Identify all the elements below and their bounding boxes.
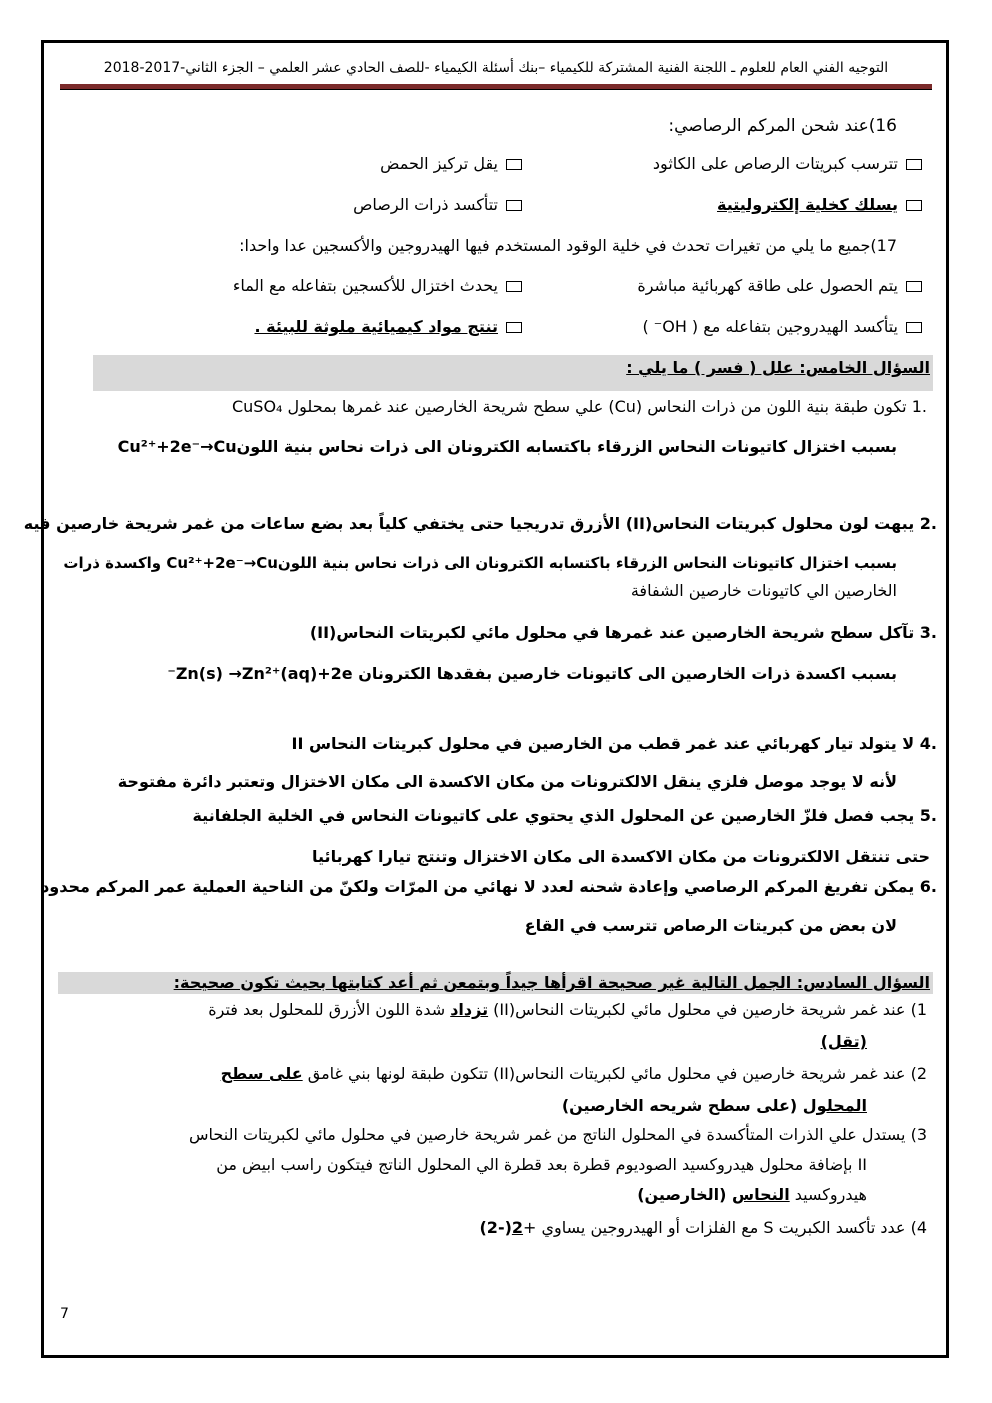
checkbox-icon — [506, 200, 522, 211]
q16-stem: 16)عند شحن المركم الرصاصي: — [668, 116, 897, 136]
header-rule — [60, 84, 932, 90]
q16-option-a[interactable]: تترسب كبريتات الرصاص على الكاثود — [653, 153, 922, 175]
s5-item4-question: .4 لا يتولد تيار كهربائي عند غمر قطب من الخارصين في محلول كبريتات النحاس II — [291, 734, 937, 753]
s5-item3-answer: بسبب اكسدة ذرات الخارصين الى كاتيونات خارصين بفقدها الكترونان Zn(s) →Zn²⁺(aq)+2e⁻ — [167, 664, 897, 683]
s5-item4-answer: لأنه لا يوجد موصل فلزي ينقل الالكترونات من مكان الاكسدة الى مكان الاختزال وتعتبر دائرة مفتوحة — [117, 772, 897, 791]
checkbox-icon — [906, 281, 922, 292]
s5-item1-question: .1 تكون طبقة بنية اللون من ذرات النحاس (Cu) علي سطح شريحة الخارصين عند غمرها بمحلول CuSO₄ — [231, 397, 927, 416]
q16-option-c[interactable]: يسلك كخلية إلكتروليتية — [717, 194, 922, 216]
page-number: 7 — [60, 1306, 69, 1322]
s6-item1-line1: 1) عند غمر شريحة خارصين في محلول مائي لكبريتات النحاس(II) تزداد شدة اللون الأزرق للمحلول بعد فترة — [208, 1000, 927, 1019]
s5-item1-answer: بسبب اختزال كاتيونات النحاس الزرقاء باكتسابه الكترونان الى ذرات نحاس بنية اللونCu²⁺+2e⁻→Cu — [117, 437, 897, 456]
s6-item2-line2: المحلول (على سطح شريحه الخارصين) — [561, 1096, 867, 1115]
s6-item4-line1: 4) عدد تأكسد الكبريت S مع الفلزات أو الهيدروجين يساوي +2(-2) — [479, 1218, 927, 1237]
q17-stem: 17)جميع ما يلي من تغيرات تحدث في خلية الوقود المستخدم فيها الهيدروجين والأكسجين عدا واحدا: — [239, 236, 897, 255]
checkbox-icon — [506, 281, 522, 292]
q16-option-b[interactable]: يقل تركيز الحمض — [380, 153, 522, 175]
q17-option-c[interactable]: يتأكسد الهيدروجين بتفاعله مع ( OH⁻ ) — [642, 316, 922, 338]
checkbox-icon — [506, 159, 522, 170]
s6-item3-line2: II بإضافة محلول هيدروكسيد الصوديوم قطرة بعد قطرة الي المحلول الناتج فيتكون راسب ابيض من — [216, 1155, 867, 1174]
s5-item6-question: .6 يمكن تفريغ المركم الرصاصي وإعادة شحنه لعدد لا نهائي من المرّات ولكنّ من الناحية العملية عمر المركم محدود — [41, 877, 937, 896]
equation: Cu²⁺+2e⁻→Cu — [166, 554, 278, 572]
section6-title: السؤال السادس: الجمل التالية غير صحيحة اقرأها جيداً وبتمعن ثم أعد كتابتها بحيث تكون صحيحة: — [173, 973, 930, 992]
q16-option-d[interactable]: تتأكسد ذرات الرصاص — [353, 194, 522, 216]
s5-item2-answer: بسبب اختزال كاتيونات النحاس الزرقاء باكتسابه الكترونان الى ذرات نحاس بنية اللونCu²⁺+2e⁻→Cu واكسدة ذرات — [63, 554, 897, 572]
checkbox-icon — [906, 200, 922, 211]
section5-title: السؤال الخامس: علل ( فسر ) ما يلي : — [626, 358, 930, 377]
q17-option-a[interactable]: يتم الحصول على طاقة كهربائية مباشرة — [637, 275, 922, 297]
s5-item2-question: .2 يبهت لون محلول كبريتات النحاس(II) الأزرق تدريجيا حتى يختفي كلياً بعد بضع ساعات من غمر شريحة خارصين فيه — [23, 514, 937, 533]
s6-item2-line1: 2) عند غمر شريحة خارصين في محلول مائي لكبريتات النحاس(II) تتكون طبقة لونها بني غامق على سطح — [220, 1064, 927, 1083]
s5-item6-answer: لان بعض من كبريتات الرصاص تترسب في القاع — [524, 916, 897, 935]
checkbox-icon — [906, 322, 922, 333]
s5-item2-answer-cont: الخارصين الي كاتيونات خارصين الشفافة — [630, 581, 897, 600]
checkbox-icon — [906, 159, 922, 170]
q17-option-b[interactable]: يحدث اختزال للأكسجين بتفاعله مع الماء — [233, 275, 522, 297]
s5-item3-question: .3 تآكل سطح شريحة الخارصين عند غمرها في محلول مائي لكبريتات النحاس(II) — [309, 623, 937, 642]
s6-item3-line1: 3) يستدل علي الذرات المتأكسدة في المحلول الناتج من غمر شريحة خارصين في محلول مائي لكبريتات النحاس — [189, 1125, 927, 1144]
s6-item3-line3: هيدروكسيد النحاس (الخارصين) — [637, 1185, 867, 1204]
q17-option-d[interactable]: تنتج مواد كيميائية ملوثة للبيئة . — [254, 316, 522, 338]
s6-item1-line2: (تقل) — [820, 1032, 867, 1051]
equation: Cu²⁺+2e⁻→Cu — [117, 437, 237, 456]
equation: Zn(s) →Zn²⁺(aq)+2e⁻ — [167, 664, 353, 683]
s5-item5-question: .5 يجب فصل فلزّ الخارصين عن المحلول الذي يحتوي على كاتيونات النحاس في الخلية الجلفانية — [192, 806, 937, 825]
checkbox-icon — [506, 322, 522, 333]
s5-item5-answer: حتى تنتقل الالكترونات من مكان الاكسدة الى مكان الاختزال وتنتج تيارا كهربائيا — [312, 847, 930, 866]
page-header: التوجيه الفني العام للعلوم ـ اللجنة الفنية المشتركة للكيمياء –بنك أسئلة الكيمياء -للصف الحادي عشر العلمي – الجزء الثاني-2017-2018 — [103, 60, 889, 76]
